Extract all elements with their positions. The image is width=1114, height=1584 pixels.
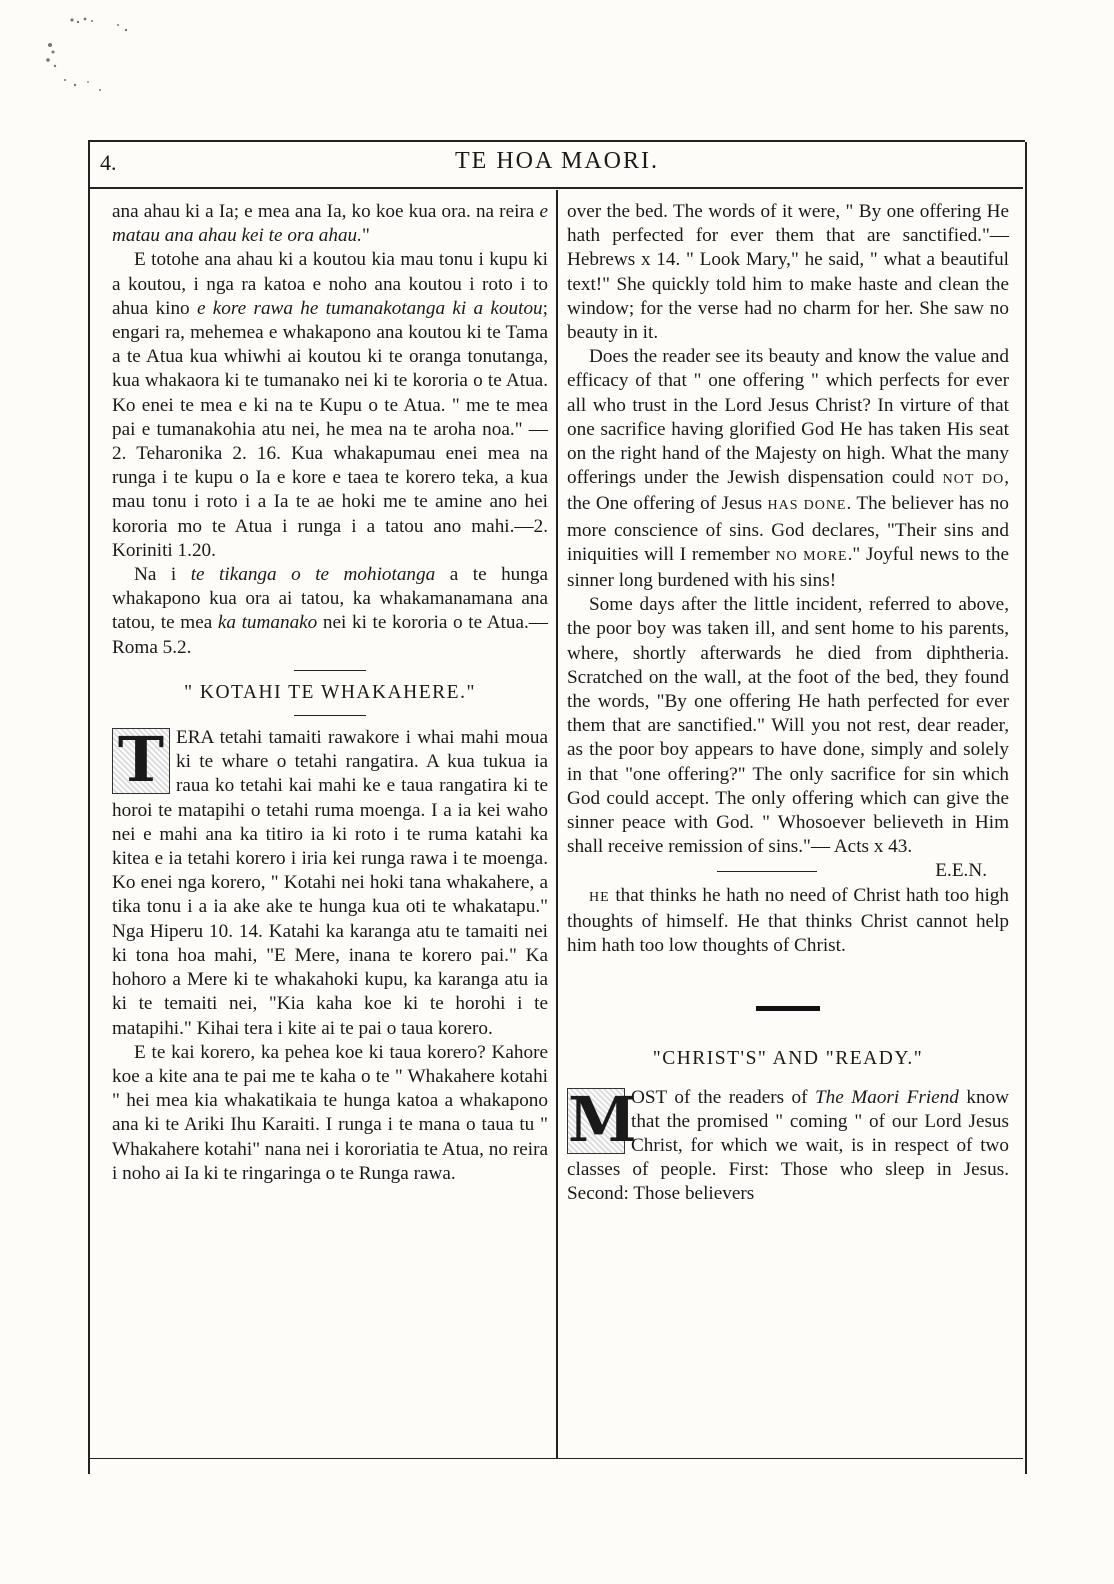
paragraph: E totohe ana ahau ki a koutou kia mau tonu i kupu ki a koutou, i nga ra katoa e noho ana koutou i roto i to ahua kino e kore rawa he tumanakotanga ki a koutou; engari ra, mehemea e whakapono ana koutou ki te Tama a te Atua kua whiwhi ai koutou ki te oranga tonutanga, kua whakaora ki te tumanako nei ki te kororia o te Atua. Ko enei te mea e ki na te Kupu o te Atua. " me te mea pai e tumanakohia atu nei, he mea na te aroha noa." — 2. Teharonika 2. 16. Kua whakapumau enei mea na runga i te kupu o Ia e kore e taea te korero teka, a kua mau tonu i roto i a Ia te ae hoki me te amine ano hei kororia mo te Atua i runga i a tatou ano mahi.—2. Koriniti 1.20. <box>112 249 548 561</box>
paragraph: Some days after the little incident, referred to above, the poor boy was taken ill, and sent home to his parents, where, shortly afterwards he died from diphtheria. Scratched on the wall, at the foot of the bed, they found the words, "By one offering He hath perfected for ever them that are sanctified." Will you not rest, dear reader, as the poor boy appears to have done, simply and solely in that "one offering?" The only sacrifice for sin which God could accept. The only offering which can give the sinner peace with God. " Whosoever believeth in Him shall receive remission of sins."— Acts x 43. <box>567 594 1009 858</box>
column-divider <box>556 190 558 1458</box>
paragraph: ana ahau ki a Ia; e mea ana Ia, ko koe kua ora. na reira e matau ana ahau kei te ora ahau." <box>112 201 548 247</box>
footer-rule <box>90 1458 1023 1459</box>
right-column <box>567 200 1009 1207</box>
ink-smudge <box>30 10 140 100</box>
signature: E.E.N. <box>567 859 1009 883</box>
page-title: TE HOA MAORI. <box>455 148 659 174</box>
section-rule <box>294 670 366 671</box>
left-column <box>112 200 548 1186</box>
article-heading: "CHRIST'S" AND "READY." <box>652 1048 924 1070</box>
section-rule <box>294 715 366 716</box>
paragraph: over the bed. The words of it were, " By one offering He hath perfected for ever them that are sanctified."—Hebrews x 14. " Look Mary," he said, " what a beautiful text!" She quickly told him to make haste and clean the window; for the verse had no charm for her. She saw no beauty in it. <box>567 201 1009 344</box>
signature-rule <box>717 871 817 872</box>
dropcap-letter: T <box>112 728 170 794</box>
paragraph: Does the reader see its beauty and know the value and efficacy of that " one offering " which perfects for ever all who trust in the Lord Jesus Christ? In virture of that one sacrifice having glorified God He has taken His seat on the right hand of the Majesty on high. What the many offerings under the Jewish dispensation could NOT DO, the One offering of Jesus HAS DONE. The believer has no more conscience of sins. God declares, "Their sins and iniquities will I remember NO MORE." Joyful news to the sinner long burdened with his sins! <box>567 346 1010 592</box>
article-heading: " KOTAHI TE WHAKAHERE." <box>184 681 476 703</box>
page-number: 4. <box>100 150 117 175</box>
paragraph: E te kai korero, ka pehea koe ki taua korero? Kahore koe a kite ana te pai me te kaha o te " Whakahere kotahi " hei mea kia whakatikaia te hunga katoa a whakapono ana ki te Ariki Ihu Karaiti. I runga i te mana o taua tu " Whakahere kotahi" nana nei i kororiatia te Atua, no reira i noho ai Ia ki te ringaringa o te Runga rawa. <box>112 1041 548 1184</box>
dropcap-letter: M <box>568 1082 637 1156</box>
paragraph: Na i te tikanga o te mohiotanga a te hunga whakapono kua ora ai tatou, ka whakamanamana ana tatou, te mea ka tumanako nei ki te kororia o te Atua.—Roma 5.2. <box>112 564 548 658</box>
paragraph: HE that thinks he hath no need of Christ hath too high thoughts of himself. He that thinks Christ cannot help him hath too low thoughts of Christ. <box>567 884 1009 957</box>
paragraph: T ERA tetahi tamaiti rawakore i whai mahi moua ki te whare o tetahi rangatira. A kua tukua ia raua ko tetahi kai mahi ke e taua rangatira ki te horoi te matapihi o tetahi ruma moenga. I a ia kei waho nei e mahi ana ka titiro ia ki roto i te ruma katahi ka kitea e ia tetahi korero i iria kei runga rawa i te moenga. Ko enei nga korero, " Kotahi nei hoki tana whakahere, a tika tonu i a ia ake ake te hunga kua oti te whakatapu." Nga Hiperu 10. 14. Katahi ka karanga atu te tamaiti nei ki tona hoa mahi, "E Mere, inana te korero pai." Ka hohoro a Mere ki te whakahoki kupu, ka karanga atu ia ki te temaiti nei, "Kia kaha koe ki te horohi i te matapihi." Kihai tera i kite ai te pai o taua korero. <box>112 723 548 1039</box>
header-rule <box>90 187 1023 189</box>
paragraph: M OST of the readers of The Maori Friend know that the promised " coming " of our Lord Jesus Christ, for which we wait, is in respect of two classes of people. First: Those who sleep in Jesus. Second: Those believers <box>567 1082 1009 1205</box>
